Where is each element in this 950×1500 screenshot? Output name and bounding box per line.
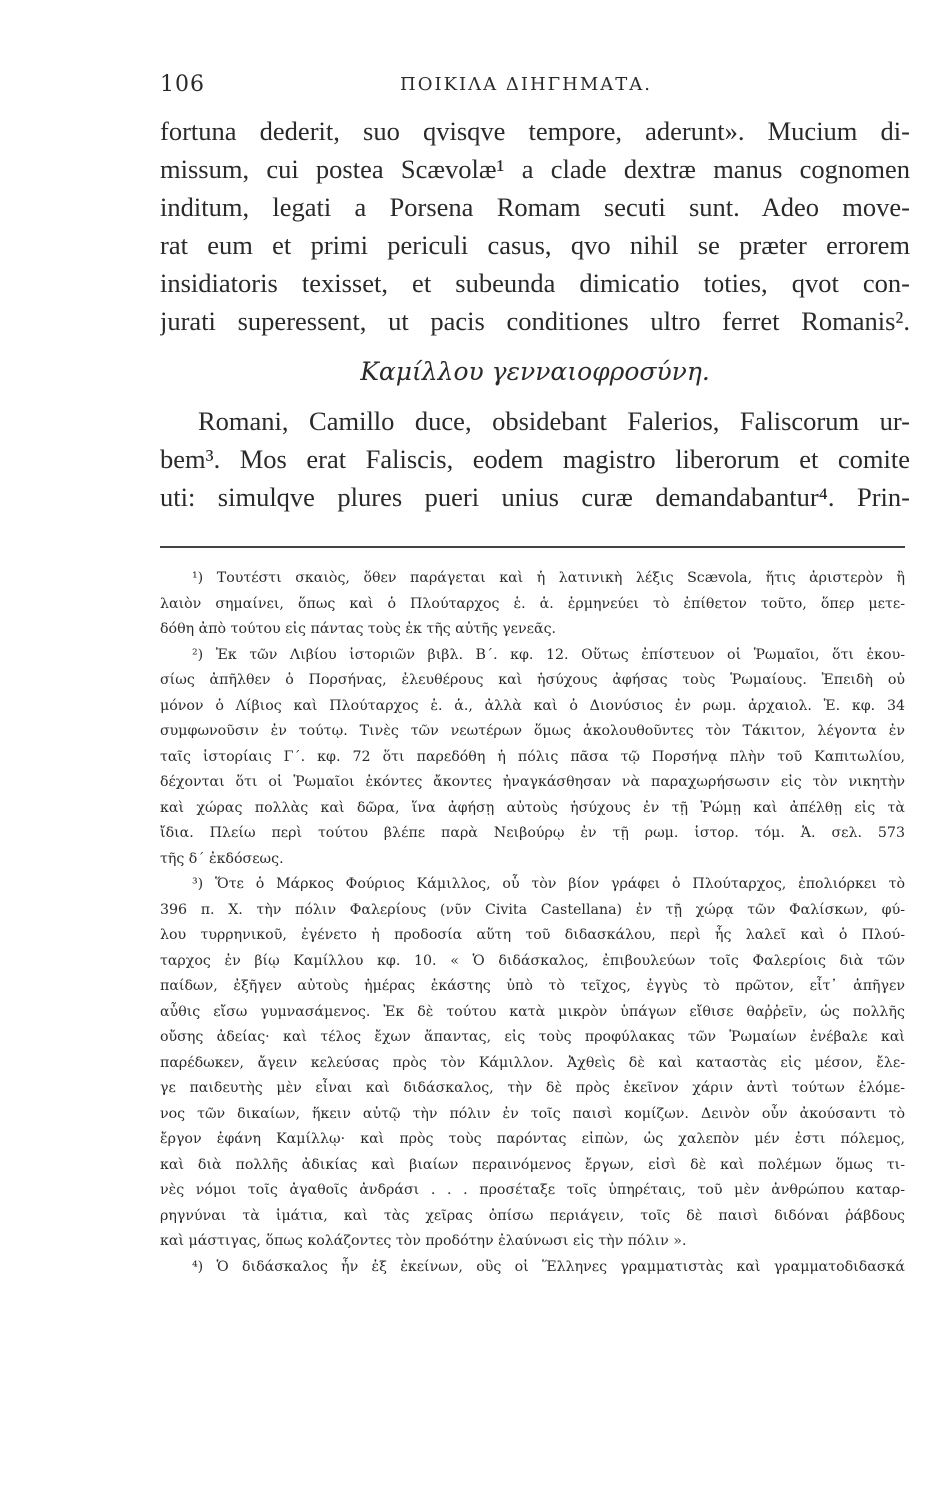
footnote-2-line: συμφωνοῦσιν ἐν τούτῳ. Τινὲς τῶν νεωτέρων ὅμως ἀκολουθοῦντες τὸν Τάκιτον, λέγοντα ἐν xyxy=(160,723,905,739)
text-line: Romani, Camillo duce, obsidebant Falerios, Faliscorum ur- xyxy=(198,406,910,436)
footnote-3-line: ἔργον ἐφάνη Καμίλλῳ· καὶ πρὸς τοὺς παρόντας εἰπὼν, ὡς χαλεπὸν μέν ἐστι πόλεμος, xyxy=(160,1131,905,1147)
footnote-4-line: ⁴) Ὁ διδάσκαλος ἦν ἐξ ἐκείνων, οὓς οἱ Ἕλληνες γραμματιστὰς καὶ γραμματοδιδασκά xyxy=(192,1258,905,1275)
footnote-3-line: παίδων, ἐξῆγεν αὐτοὺς ἡμέρας ἑκάστης ὑπὸ τὸ τεῖχος, ἐγγὺς τὸ πρῶτον, εἶτ᾿ ἀπῆγεν xyxy=(160,978,905,994)
text-line: jurati superessent, ut pacis conditiones ultro ferret Romanis². xyxy=(160,306,910,336)
text-line: missum, cui postea Scævolæ¹ a clade dextræ manus cognomen xyxy=(160,154,910,184)
footnote-3-line: αὖθις εἴσω γυμνασάμενος. Ἐκ δὲ τούτου κατὰ μικρὸν ὑπάγων εἴθισε θαῤῥεῖν, ὡς πολλῆς xyxy=(160,1003,905,1020)
footnote-2-line: δέχονται ὅτι οἱ Ῥωμαῖοι ἑκόντες ἄκοντες ἠναγκάσθησαν νὰ παραχωρήσωσιν εἰς τὸν νικητὴν xyxy=(160,774,905,790)
main-text xyxy=(160,112,910,516)
footnote-3-line: ταρχος ἐν βίῳ Καμίλλου κφ. 10. « Ὁ διδάσκαλος, ἐπιβουλεύων τοῖς Φαλερίοις διὰ τῶν xyxy=(160,952,905,969)
footnote-2-line: μόνον ὁ Λίβιος καὶ Πλούταρχος ἑ. ἁ., ἀλλὰ καὶ ὁ Διονύσιος ἐν ρωμ. ἀρχαιολ. Ἑ. κφ. 34 xyxy=(160,697,905,714)
footnote-2-line: ταῖς ἱστορίαις Γ΄. κφ. 72 ὅτι παρεδόθη ἡ πόλις πᾶσα τῷ Πορσήνᾳ πλὴν τοῦ Καπιτωλίου, xyxy=(160,748,905,765)
footnote-3-line: λου τυρρηνικοῦ, ἐγένετο ἡ προδοσία αὕτη τοῦ διδασκάλου, περὶ ἧς λαλεῖ καὶ ὁ Πλού- xyxy=(160,927,905,943)
footnote-3-line: 396 π. Χ. τὴν πόλιν Φαλερίους (νῦν Civita Castellana) ἐν τῇ χώρᾳ τῶν Φαλίσκων, φύ- xyxy=(160,901,905,918)
section-heading: Καμίλλου γενναιοφροσύνη. xyxy=(360,357,710,386)
text-line: fortuna dederit, suo qvisqve tempore, aderunt». Mucium di- xyxy=(160,116,910,146)
footnote-3-line: οὔσης ἀδείας· καὶ τέλος ἔχων ἅπαντας, εἰς τοὺς προφύλακας τῶν Ῥωμαίων ἐνέβαλε καὶ xyxy=(160,1029,905,1045)
footnote-2-line: ²) Ἐκ τῶν Λιβίου ἱστοριῶν βιβλ. Β΄. κφ. 12. Οὕτως ἐπίστευον οἱ Ῥωμαῖοι, ὅτι ἑκου- xyxy=(192,646,905,663)
footnote-1-line: ¹) Τουτέστι σκαιὸς, ὅθεν παράγεται καὶ ἡ λατινικὴ λέξις Scævola, ἥτις ἀριστερὸν ἢ xyxy=(192,570,905,586)
footnote-divider xyxy=(160,546,905,548)
footnote-2-line: καὶ χώρας πολλὰς καὶ δῶρα, ἵνα ἀφήσῃ αὐτοὺς ἡσύχους ἐν τῇ Ῥώμῃ καὶ ἀπέλθῃ εἰς τὰ xyxy=(160,799,905,816)
footnote-3-line: ³) Ὅτε ὁ Μάρκος Φούριος Κάμιλλος, οὗ τὸν βίον γράφει ὁ Πλούταρχος, ἐπολιόρκει τὸ xyxy=(192,876,905,892)
text-line: bem³. Mos erat Faliscis, eodem magistro liberorum et comite xyxy=(160,444,910,474)
footnote-2-line: σίως ἀπῆλθεν ὁ Πορσήνας, ἐλευθέρους καὶ ἡσύχους ἀφήσας τοὺς Ῥωμαίους. Ἐπειδὴ οὐ xyxy=(160,672,905,688)
footnote-2-line: ἴδια. Πλείω περὶ τούτου βλέπε παρὰ Νειβούρῳ ἐν τῇ ρωμ. ἱστορ. τόμ. Ἁ. σελ. 573 xyxy=(160,825,905,841)
footnote-3-line: νὲς νόμοι τοῖς ἀγαθοῖς ἀνδράσι . . . προσέταξε τοῖς ὑπηρέταις, τοῦ μὲν ἀνθρώπου καταρ- xyxy=(160,1182,905,1198)
footnote-3-line: ρηγνύναι τὰ ἱμάτια, καὶ τὰς χεῖρας ὀπίσω περιάγειν, τοῖς δὲ παισὶ διδόναι ῥάβδους xyxy=(160,1207,905,1224)
text-line: inditum, legati a Porsena Romam secuti sunt. Adeo move- xyxy=(160,192,910,222)
footnote-1-line: δόθη ἀπὸ τούτου εἰς πάντας τοὺς ἐκ τῆς αὐτῆς γενεᾶς. xyxy=(160,621,557,637)
footnote-3-line: καὶ διὰ πολλῆς ἀδικίας καὶ βιαίων περαινόμενος ἔργων, εἰσὶ δὲ καὶ πολέμων ὅμως τι- xyxy=(160,1156,905,1173)
page-header xyxy=(160,72,920,102)
page-number: 106 xyxy=(160,72,205,97)
running-title: ΠΟΙΚΙΛΑ ΔΙΗΓΗΜΑΤΑ. xyxy=(400,74,652,95)
text-line: rat eum et primi periculi casus, qvo nihil se præter errorem xyxy=(160,230,910,260)
footnote-3-line: παρέδωκεν, ἄγειν κελεύσας πρὸς τὸν Κάμιλλον. Ἀχθεὶς δὲ καὶ καταστὰς εἰς μέσον, ἔλε- xyxy=(160,1054,905,1071)
footnotes xyxy=(160,566,905,1280)
text-line: uti: simulqve plures pueri unius curæ demandabantur⁴. Prin- xyxy=(160,482,910,512)
text-line: insidiatoris texisset, et subeunda dimicatio toties, qvot con- xyxy=(160,268,910,298)
footnote-2-line: τῆς δ΄ ἐκδόσεως. xyxy=(160,850,284,867)
footnote-3-line: νος τῶν δικαίων, ἥκειν αὐτῷ τὴν πόλιν ἐν τοῖς παισὶ κομίζων. Δεινὸν οὖν ἀκούσαντι τὸ xyxy=(160,1105,905,1122)
footnote-1-line: λαιὸν σημαίνει, ὅπως καὶ ὁ Πλούταρχος ἑ. ἁ. ἑρμηνεύει τὸ ἐπίθετον τοῦτο, ὅπερ μετε- xyxy=(160,595,905,612)
footnote-3-line: καὶ μάστιγας, ὅπως κολάζοντες τὸν προδότην ἐλαύνωσι εἰς τὴν πόλιν ». xyxy=(160,1233,687,1249)
footnote-3-line: γε παιδευτὴς μὲν εἶναι καὶ διδάσκαλος, τὴν δὲ πρὸς ἐκεῖνον χάριν ἀντὶ τούτων ἑλόμε- xyxy=(160,1080,905,1096)
